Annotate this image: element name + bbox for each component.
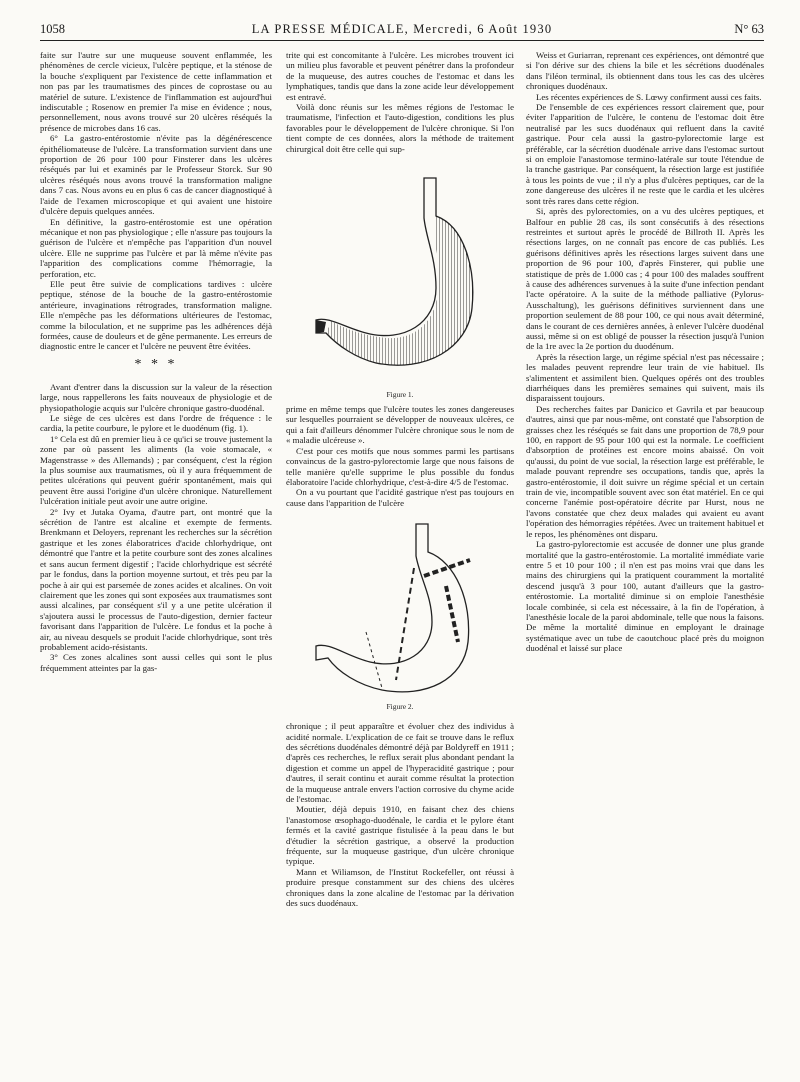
stomach-resection-diagram-icon: [286, 512, 514, 704]
page-header: [40, 22, 764, 40]
paragraph: 2° Ivy et Jutaka Oyama, d'autre part, ont montré que la sécrétion de l'antre est alcaline et exempte de ferments. Brenkmann et Deloyers, reprenant les recherches sur la sécrétion gastrique et les zones élaboratrices d'acide chlorhydrique, ont démontré que l'antre et la petite courbure sont des zones alcalines et sans aucun ferment digestif ; l'acide chlorhydrique est sécrété par le fondus, dans la portion moyenne surtout, et très peu par la poche à air qui est parsemée de zones acides et alcalines. On voit clairement que les zones qui sont exposées aux traumatismes sont aussi alcalines, par conséquent s'il y a une petite ulcération il s'ajoutera aussi le processus de l'auto-digestion, dernier facteur favorisant dans l'apparition de l'ulcère. Le fondus et la poche à air, au niveau desquels se produit l'acide chlorhydrique, sont très probablement acido-résistants.: [40, 506, 272, 652]
column-left: [40, 50, 272, 1075]
paragraph: 1° Cela est dû en premier lieu à ce qu'ici se trouve justement la zone par où passent les aliments (la voie stomacale, « Magenstrasse » des Allemands) ; par conséquent, c'est la région la plus soumise aux traumatismes, où il y aura fréquemment de petites ulcérations qui peuvent guérir spontanément, mais qui peuvent être aussi l'origine d'un ulcère chronique. Naturellement l'ulcération initiale peut avoir une autre origine.: [40, 433, 272, 507]
paragraph: Mann et Wiliamson, de l'Institut Rockefeller, ont réussi à produire presque constamment sur des chiens des ulcères chroniques dans la zone alcaline de l'estomac par la dérivation des sucs duodénaux.: [286, 866, 514, 909]
figure-2: [286, 512, 514, 717]
paragraph: 6° La gastro-entérostomie n'évite pas la dégénérescence épithéliomateuse de l'ulcère. La transformation survient dans une proportion de 26 pour 100 pour Finsterer dans les ulcères réséqués par lui et examinés par le Professeur Storck. Sur 90 ulcères réséqués nous avons trouvé la transformation maligne dans 7 cas. Nous avons eu en plus 6 cas de cancer diagnostiqué à l'aide de l'examen microscopique et qui avaient une histoire d'ulcère depuis quelques années.: [40, 133, 272, 217]
figure-1-caption: Figure 1.: [386, 390, 414, 400]
paragraph: La gastro-pylorectomie est accusée de donner une plus grande mortalité que la gastro-entérostomie. La mortalité immédiate varie entre 5 et 10 pour 100 ; il n'en est pas moins vrai que dans les mains des chirurgiens qui la pratiquent couramment la mortalité descend jusqu'à 3 pour 100, autant d'ailleurs que la gastro-entérostomie. La mortalité diminue si on emploie l'anesthésie locale combinée, si cela est nécessaire, à la fin de l'opération, à l'anesthésie locale de la paroi abdominale, telle que nous la faisons. De même la mortalité diminue en employant le drainage systématique avec un tube de caoutchouc placé près du moignon duodénal et laissé sur place: [526, 539, 764, 654]
page-number: 1058: [40, 22, 65, 36]
paragraph: Après la résection large, un régime spécial n'est pas nécessaire ; les malades peuvent reprendre leur train de vie habituel. Ils s'alimentent et assimilent bien. Quelques opérés ont des troubles diarrhéiques dans les premières semaines qui suivent, mais ils disparaissent toujours.: [526, 351, 764, 404]
paragraph: Les récentes expériences de S. Lœwy confirment aussi ces faits.: [536, 91, 762, 102]
paragraph: Avant d'entrer dans la discussion sur la valeur de la résection large, nous rappellerons les faits nouveaux de physiologie et de physiopathologie acquis sur l'ulcère chronique gastro-duodénal.: [40, 381, 272, 413]
paragraph: faite sur l'autre sur une muqueuse souvent enflammée, les phénomènes de cercle vicieux, l'ulcère peptique, et la sténose de la bouche s'expliquent par l'existence de cette inflammation et non pas par les traumatismes des pinces de coprostase ou au matériel de suture. L'existence de l'inflammation est aujourd'hui indiscutable ; Rosenow en premier l'a mise en évidence ; nous, personnellement, nous avons trouvé sur 20 ulcères réséqués la présence de microbes dans 16 cas.: [40, 50, 272, 133]
journal-title: LA PRESSE MÉDICALE, Mercredi, 6 Août 1930: [251, 22, 553, 36]
figure-1: [286, 158, 514, 400]
paragraph: trite qui est concomitante à l'ulcère. Les microbes trouvent ici un milieu plus favorable et peuvent pénétrer dans la profondeur de la muqueuse, des autres couches de l'estomac et dans les lymphatiques, tandis que dans la zone acide leur développement est entravé.: [286, 50, 514, 102]
paragraph: chronique ; il peut apparaître et évoluer chez des individus à acidité normale. L'explication de ce fait se trouve dans le reflux des sécrétions duodénales démontré déjà par Boldyreff en 1911 ; d'après ces recherches, le reflux serait plus abondant pendant la digestion et comme un appel de l'hyperacidité gastrique ; pour d'autres, il serait continu et aurait comme résultat la protection de la muqueuse antrale envers l'action corrosive du chyme acide de l'estomac.: [286, 721, 514, 804]
paragraph: 3° Ces zones alcalines sont aussi celles qui sont le plus fréquemment atteintes par la gas-: [40, 652, 272, 673]
paragraph: Le siège de ces ulcères est dans l'ordre de fréquence : le cardia, la petite courbure, le pylore et le duodénum (fig. 1).: [40, 413, 272, 434]
paragraph: prime en même temps que l'ulcère toutes les zones dangereuses sur lesquelles pourraient se développer de nouveaux ulcères, ce qui a fait d'ailleurs dénommer l'ulcère chronique sous le nom de « maladie ulcéreuse ».: [286, 404, 514, 446]
paragraph: En définitive, la gastro-entérostomie est une opération mécanique et non pas physiologique ; elle n'assure pas toujours la guérison de l'ulcère et n'empêche pas l'apparition d'un nouvel ulcère. Elle ne supprime pas l'ulcère et par là même n'évite pas l'apparition des complications comme l'hémorragie, la perforation, etc.: [40, 216, 272, 279]
paragraph: Voilà donc réunis sur les mêmes régions de l'estomac le traumatisme, l'infection et l'auto-digestion, conditions les plus favorables pour le développement de l'ulcère chronique. Si l'on tient compte de ces données, alors la méthode de traitement chirurgical doit être celle qui sup-: [286, 102, 514, 154]
paragraph: Weiss et Guriarran, reprenant ces expériences, ont démontré que si l'on dérive sur des chiens la bile et les sécrétions duodénales dans l'iléon terminal, ils obtiennent dans tous les cas des ulcères chroniques duodénaux.: [526, 50, 764, 92]
figure-2-caption: Figure 2.: [386, 702, 414, 712]
paragraph: Moutier, déjà depuis 1910, en faisant chez des chiens l'anastomose œsophago-duodénale, le cardia et le pylore étant fermés et la cavité gastrique fistulisée à la peau dans le but d'étudier la sécrétion gastrique, a observé la production fréquente, sur la muqueuse gastrique, d'un ulcère chronique typique.: [286, 804, 514, 867]
paragraph: Elle peut être suivie de complications tardives : ulcère peptique, sténose de la bouche de la gastro-entérostomie antérieure, invaginations rétrogrades, transformation maligne. Elle n'empêche pas les déformations ultérieures de l'estomac, comme la biloculation, et ne supprime pas les adhérences déjà formées, cause de douleurs et de gêne permanente. Les erreurs de diagnostic entre le cancer et l'ulcère ne peuvent être évitées.: [40, 278, 272, 352]
paragraph: C'est pour ces motifs que nous sommes parmi les partisans convaincus de la gastro-pylorectomie large que nous faisons de telle manière qu'elle supprime le plus possible du fondus élaboratoire l'acide chlorhydrique, c'est-à-dire 4/5 de l'estomac.: [286, 445, 514, 487]
paragraph: De l'ensemble de ces expériences ressort clairement que, pour éviter l'apparition de l'ulcère, le contenu de l'estomac doit être neutralisé par les sucs duodénaux qui refluent dans la cavité gastrique. Pour cela aussi la gastro-pylorectomie large est préférable, car la sécrétion duodénale arrive dans l'estomac surtout si on emploie l'anastomose termino-latérale sur toute l'étendue de la tranche gastrique. Par conséquent, la résection large est justifiée à tous les points de vue ; il n'y a plus d'ulcères peptiques, car de la zone dangereuse des ulcères il ne reste que le cardia et les ulcères sont très rares dans cette région.: [526, 102, 764, 206]
header-rule: [40, 40, 764, 41]
column-middle: [286, 50, 514, 1075]
paragraph: On a vu pourtant que l'acidité gastrique n'est pas toujours en cause dans l'apparition de l'ulcère: [286, 487, 514, 508]
paragraph: Si, après des pylorectomies, on a vu des ulcères peptiques, et Balfour en publie 28 cas, ils sont consécutifs à des résections restreintes et surtout après le procédé de Billroth II. Après les résections larges, on ne connaît pas encore de cas publiés. Les guérisons définitives après les résections larges suivent dans une proportion de 96 pour 100, d'après Finsterer, qui publie une statistique de près de 1.000 cas ; 4 pour 100 des malades souffrent à cause des adhérences survenues à la suite d'une infection pendant l'acte opératoire. A la suite de la méthode palliative (Pylorus-Ausschaltung), les guérisons définitives surviennent dans une proportion seulement de 88 pour 100, ce qui nous avait déterminé, dans le courant de ces dernières années, à enlever l'ulcère duodénal aussi, même si on est obligé de pousser la résection jusqu'à l'union de la 1re avec la 2e portion du duodénum.: [526, 206, 764, 352]
section-separator: * * *: [134, 356, 178, 372]
paragraph: Des recherches faites par Danicico et Gavrila et par beaucoup d'autres, ainsi que par nous-même, ont constaté que l'absorption de graisses chez les réséqués se fait dans une proportion de 78,9 pour 100, en rapport de 95 pour 100 qui est la normale. Le coefficient d'absorption de protéines est encore moins abaissé. On voit qu'aussi, du point de vue social, la résection large est préférable, le malade pouvant reprendre ses occupations, tandis que, après la gastro-entérostomie, il doit suivre un régime spécial et un certain train de vie, incompatible souvent avec son état matériel. En ce qui concerne l'anémie post-opératoire décrite par Hurst, nous ne l'avons constatée que chez deux malades qui avaient eu avant l'opération des hémorragies répétées. Avec un traitement habituel et le repos, les phénomènes ont disparu.: [526, 403, 764, 539]
issue-number: N° 63: [734, 22, 764, 36]
stomach-diagram-icon: [286, 158, 514, 388]
column-right: [526, 50, 764, 1075]
